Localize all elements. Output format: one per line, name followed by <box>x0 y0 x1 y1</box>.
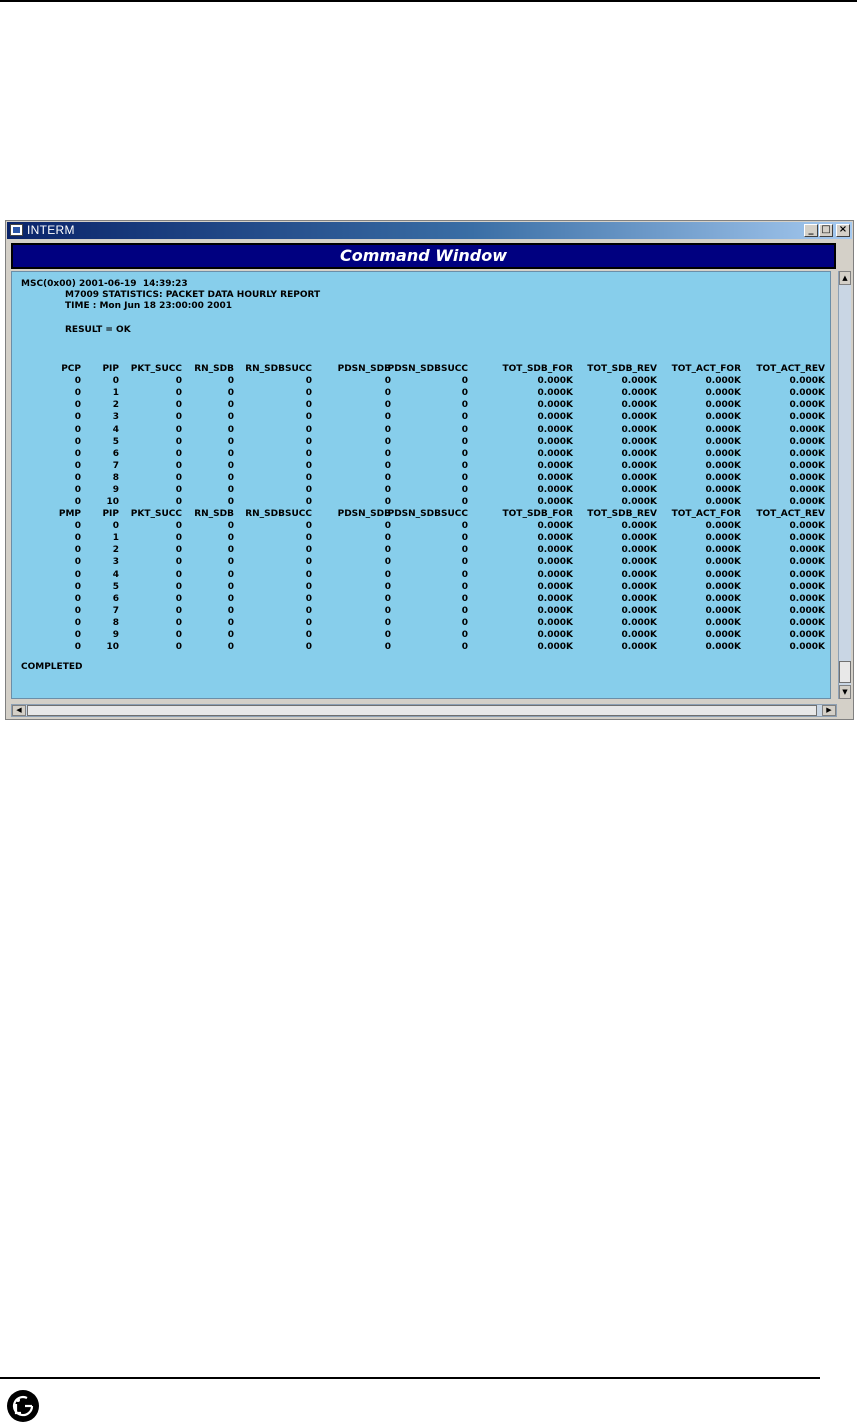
column-header: TOT_SDB_REV <box>587 509 657 519</box>
table-cell: 0 <box>461 424 468 435</box>
table-cell: 0.000K <box>705 472 741 483</box>
table-cell: 4 <box>112 569 119 580</box>
table-cell: 0 <box>461 605 468 616</box>
column-header: TOT_SDB_FOR <box>502 509 573 519</box>
table-cell: 0 <box>305 376 312 387</box>
table-cell: 0.000K <box>789 412 825 423</box>
table-cell: 7 <box>112 605 119 616</box>
table-cell: 0 <box>305 412 312 423</box>
table-cell: 6 <box>112 593 119 604</box>
report-result-line: RESULT = OK <box>65 325 131 335</box>
table-cell: 0 <box>305 605 312 616</box>
scroll-left-arrow-icon[interactable]: ◀ <box>12 705 26 716</box>
table-cell: 0.000K <box>789 605 825 616</box>
table-cell: 0 <box>227 400 234 411</box>
table-cell: 0 <box>461 545 468 556</box>
table-cell: 0.000K <box>621 617 657 628</box>
table-cell: 0 <box>74 569 81 580</box>
table-cell: 0.000K <box>705 376 741 387</box>
table-cell: 0 <box>74 605 81 616</box>
table-cell: 0 <box>112 521 119 532</box>
table-cell: 0 <box>384 376 391 387</box>
table-cell: 0.000K <box>789 376 825 387</box>
table-cell: 0.000K <box>621 448 657 459</box>
table-cell: 0 <box>227 605 234 616</box>
table-cell: 3 <box>112 412 119 423</box>
table-cell: 0 <box>175 605 182 616</box>
table-cell: 0.000K <box>789 581 825 592</box>
vertical-scroll-thumb[interactable] <box>839 661 851 683</box>
table-cell: 0 <box>461 412 468 423</box>
table-cell: 0.000K <box>537 605 573 616</box>
table-cell: 0.000K <box>705 533 741 544</box>
table-cell: 0 <box>461 485 468 495</box>
table-cell: 0 <box>461 642 468 653</box>
column-header: PKT_SUCC <box>130 364 182 374</box>
column-header: PCP <box>61 364 81 374</box>
terminal-output[interactable] <box>11 271 831 699</box>
table-cell: 0.000K <box>789 593 825 604</box>
table-cell: 0.000K <box>705 436 741 447</box>
table-cell: 0.000K <box>537 472 573 483</box>
table-cell: 0 <box>384 630 391 640</box>
table-cell: 0 <box>305 388 312 399</box>
table-cell: 0 <box>175 497 182 508</box>
table-cell: 0.000K <box>705 605 741 616</box>
table-cell: 0 <box>227 412 234 423</box>
table-cell: 0 <box>461 617 468 628</box>
table-cell: 0 <box>175 436 182 447</box>
table-cell: 0.000K <box>621 533 657 544</box>
table-cell: 0 <box>74 400 81 411</box>
table-cell: 0.000K <box>621 497 657 508</box>
column-header: PIP <box>102 509 119 519</box>
table-cell: 0 <box>175 400 182 411</box>
table-cell: 0.000K <box>621 388 657 399</box>
table-cell: 0 <box>175 521 182 532</box>
table-cell: 0.000K <box>789 388 825 399</box>
table-cell: 0 <box>384 581 391 592</box>
table-cell: 0.000K <box>789 497 825 508</box>
table-cell: 0 <box>227 497 234 508</box>
table-cell: 0.000K <box>705 388 741 399</box>
table-cell: 0 <box>227 485 234 495</box>
table-cell: 0 <box>461 460 468 471</box>
table-cell: 0 <box>227 376 234 387</box>
table-cell: 10 <box>106 642 119 653</box>
table-cell: 9 <box>112 630 119 640</box>
table-cell: 0 <box>227 617 234 628</box>
table-cell: 0 <box>384 448 391 459</box>
table-cell: 0 <box>227 569 234 580</box>
column-header: PDSN_SDBSUCC <box>387 509 468 519</box>
table-cell: 0 <box>305 448 312 459</box>
table-cell: 0.000K <box>621 485 657 495</box>
table-cell: 0 <box>384 642 391 653</box>
table-cell: 0 <box>305 617 312 628</box>
table-cell: 0 <box>461 533 468 544</box>
column-header: PIP <box>102 364 119 374</box>
table-cell: 0 <box>384 605 391 616</box>
table-cell: 0.000K <box>705 521 741 532</box>
table-cell: 0 <box>461 569 468 580</box>
table-cell: 0 <box>74 412 81 423</box>
table-cell: 0.000K <box>621 472 657 483</box>
table-cell: 0.000K <box>705 557 741 568</box>
table-cell: 0.000K <box>621 630 657 640</box>
table-cell: 0.000K <box>789 521 825 532</box>
table-cell: 5 <box>112 436 119 447</box>
table-cell: 0.000K <box>621 593 657 604</box>
scroll-up-arrow-icon[interactable]: ▲ <box>839 271 851 285</box>
table-cell: 5 <box>112 581 119 592</box>
table-cell: 0 <box>74 472 81 483</box>
table-cell: 0.000K <box>789 436 825 447</box>
column-header: TOT_ACT_REV <box>756 509 825 519</box>
table-cell: 0 <box>74 557 81 568</box>
table-cell: 0 <box>74 424 81 435</box>
table-cell: 2 <box>112 545 119 556</box>
table-cell: 0 <box>175 545 182 556</box>
column-header: TOT_ACT_FOR <box>671 364 741 374</box>
table-cell: 0 <box>461 376 468 387</box>
table-cell: 0 <box>461 388 468 399</box>
table-cell: 0.000K <box>537 400 573 411</box>
table-cell: 0 <box>175 557 182 568</box>
table-cell: 0 <box>461 497 468 508</box>
table-cell: 0 <box>384 485 391 495</box>
table-cell: 0 <box>175 424 182 435</box>
column-header: RN_SDB <box>194 364 234 374</box>
table-cell: 0.000K <box>537 497 573 508</box>
table-cell: 0.000K <box>705 400 741 411</box>
table-cell: 0.000K <box>537 557 573 568</box>
table-cell: 0 <box>74 581 81 592</box>
table-cell: 0.000K <box>789 448 825 459</box>
table-cell: 0 <box>74 630 81 640</box>
table-cell: 0.000K <box>621 521 657 532</box>
table-cell: 7 <box>112 460 119 471</box>
table-cell: 0.000K <box>705 569 741 580</box>
horizontal-scroll-thumb[interactable] <box>27 705 817 716</box>
column-header: TOT_ACT_FOR <box>671 509 741 519</box>
command-window-header: Command Window <box>11 243 836 269</box>
table-cell: 0 <box>227 557 234 568</box>
table-cell: 0 <box>461 581 468 592</box>
table-cell: 0.000K <box>705 485 741 495</box>
table-cell: 0 <box>384 593 391 604</box>
table-cell: 0 <box>74 617 81 628</box>
scroll-right-arrow-icon[interactable]: ▶ <box>822 705 836 716</box>
table-cell: 9 <box>112 485 119 495</box>
column-header: RN_SDBSUCC <box>245 364 312 374</box>
table-cell: 0 <box>384 557 391 568</box>
table-cell: 0.000K <box>789 424 825 435</box>
table-cell: 0 <box>227 521 234 532</box>
table-cell: 0.000K <box>789 533 825 544</box>
table-cell: 0.000K <box>705 581 741 592</box>
table-cell: 0 <box>305 642 312 653</box>
table-cell: 0 <box>384 388 391 399</box>
table-cell: 0 <box>384 424 391 435</box>
table-cell: 0.000K <box>537 593 573 604</box>
table-cell: 0.000K <box>705 424 741 435</box>
table-cell: 0 <box>74 485 81 495</box>
table-cell: 0.000K <box>537 485 573 495</box>
table-cell: 0.000K <box>789 472 825 483</box>
table-cell: 0 <box>227 545 234 556</box>
table-cell: 0 <box>175 388 182 399</box>
table-cell: 0 <box>305 424 312 435</box>
column-header: PDSN_SDB <box>337 364 391 374</box>
table-cell: 0.000K <box>537 424 573 435</box>
table-cell: 0 <box>384 533 391 544</box>
column-header: RN_SDBSUCC <box>245 509 312 519</box>
column-header: PKT_SUCC <box>130 509 182 519</box>
table-cell: 0 <box>74 642 81 653</box>
table-cell: 0 <box>74 448 81 459</box>
table-cell: 0 <box>227 581 234 592</box>
table-cell: 0 <box>305 436 312 447</box>
table-cell: 0 <box>461 436 468 447</box>
table-cell: 0 <box>74 533 81 544</box>
table-cell: 0 <box>227 630 234 640</box>
table-cell: 0 <box>461 448 468 459</box>
table-cell: 0.000K <box>537 388 573 399</box>
table-cell: 0.000K <box>621 545 657 556</box>
table-cell: 0 <box>175 642 182 653</box>
table-cell: 0 <box>175 376 182 387</box>
table-cell: 0.000K <box>789 460 825 471</box>
table-cell: 0.000K <box>537 630 573 640</box>
table-cell: 0.000K <box>789 557 825 568</box>
table-cell: 0 <box>227 424 234 435</box>
table-cell: 0.000K <box>621 581 657 592</box>
table-cell: 0 <box>384 436 391 447</box>
vertical-scrollbar[interactable] <box>838 271 851 699</box>
table-cell: 0 <box>175 485 182 495</box>
table-cell: 0 <box>305 472 312 483</box>
column-header: TOT_SDB_FOR <box>502 364 573 374</box>
table-cell: 0.000K <box>537 617 573 628</box>
table-cell: 0 <box>305 400 312 411</box>
column-header: PDSN_SDBSUCC <box>387 364 468 374</box>
table-cell: 0.000K <box>705 412 741 423</box>
table-cell: 0 <box>384 545 391 556</box>
page-top-rule <box>0 0 857 2</box>
table-cell: 0.000K <box>621 460 657 471</box>
table-cell: 8 <box>112 472 119 483</box>
window-title: INTERM <box>27 223 75 237</box>
table-cell: 0 <box>305 593 312 604</box>
table-cell: 0 <box>227 388 234 399</box>
table-cell: 0 <box>305 533 312 544</box>
table-cell: 0 <box>305 497 312 508</box>
table-cell: 0 <box>305 545 312 556</box>
table-cell: 0 <box>384 472 391 483</box>
table-cell: 0 <box>461 400 468 411</box>
table-cell: 0 <box>227 642 234 653</box>
table-cell: 0 <box>74 460 81 471</box>
table-cell: 0 <box>175 460 182 471</box>
column-header: RN_SDB <box>194 509 234 519</box>
table-cell: 0.000K <box>537 436 573 447</box>
column-header: PDSN_SDB <box>337 509 391 519</box>
table-cell: 0 <box>74 376 81 387</box>
table-cell: 0 <box>384 521 391 532</box>
table-cell: 0 <box>175 593 182 604</box>
table-cell: 0 <box>74 521 81 532</box>
table-cell: 0.000K <box>621 376 657 387</box>
table-cell: 0.000K <box>705 593 741 604</box>
table-cell: 0.000K <box>537 533 573 544</box>
table-cell: 0.000K <box>789 400 825 411</box>
table-cell: 0.000K <box>705 617 741 628</box>
table-cell: 0.000K <box>789 630 825 640</box>
title-bar[interactable] <box>7 222 852 239</box>
table-cell: 0.000K <box>537 545 573 556</box>
terminal-app-icon[interactable] <box>10 224 23 236</box>
table-cell: 0.000K <box>537 376 573 387</box>
report-time-line: TIME : Mon Jun 18 23:00:00 2001 <box>65 301 233 311</box>
table-cell: 0 <box>74 545 81 556</box>
table-cell: 0 <box>461 593 468 604</box>
table-cell: 0 <box>461 557 468 568</box>
table-cell: 0.000K <box>621 412 657 423</box>
table-cell: 0.000K <box>537 412 573 423</box>
table-cell: 0.000K <box>537 642 573 653</box>
table-cell: 1 <box>112 533 119 544</box>
table-cell: 0 <box>461 472 468 483</box>
table-cell: 0 <box>384 497 391 508</box>
column-header: TOT_SDB_REV <box>587 364 657 374</box>
table-cell: 0 <box>305 521 312 532</box>
table-cell: 0 <box>461 521 468 532</box>
table-cell: 0 <box>74 593 81 604</box>
table-cell: 0 <box>384 460 391 471</box>
table-cell: 0.000K <box>705 448 741 459</box>
column-header: PMP <box>58 509 81 519</box>
table-cell: 0 <box>227 472 234 483</box>
table-cell: 0 <box>305 485 312 495</box>
table-cell: 0.000K <box>789 642 825 653</box>
table-cell: 0 <box>227 460 234 471</box>
table-cell: 0.000K <box>621 400 657 411</box>
horizontal-scrollbar[interactable] <box>11 704 837 717</box>
table-cell: 0.000K <box>621 642 657 653</box>
table-cell: 0 <box>175 569 182 580</box>
table-cell: 0.000K <box>789 617 825 628</box>
table-cell: 0 <box>175 630 182 640</box>
table-cell: 0.000K <box>705 642 741 653</box>
table-cell: 0 <box>305 557 312 568</box>
table-cell: 0 <box>175 448 182 459</box>
table-cell: 0.000K <box>789 545 825 556</box>
lg-logo-icon <box>6 1389 40 1423</box>
table-cell: 0.000K <box>621 605 657 616</box>
table-cell: 0 <box>227 593 234 604</box>
table-cell: 0 <box>384 617 391 628</box>
table-cell: 8 <box>112 617 119 628</box>
report-completed-line: COMPLETED <box>21 662 83 672</box>
table-cell: 0.000K <box>705 460 741 471</box>
table-cell: 0 <box>384 400 391 411</box>
table-cell: 0 <box>384 569 391 580</box>
table-cell: 10 <box>106 497 119 508</box>
table-cell: 0.000K <box>621 424 657 435</box>
table-cell: 0 <box>175 581 182 592</box>
table-cell: 0 <box>305 630 312 640</box>
maximize-button[interactable]: □ <box>819 224 833 237</box>
table-cell: 0.000K <box>537 448 573 459</box>
table-cell: 0 <box>384 412 391 423</box>
table-cell: 1 <box>112 388 119 399</box>
table-cell: 0 <box>461 630 468 640</box>
table-cell: 0.000K <box>621 557 657 568</box>
minimize-button[interactable]: _ <box>804 224 818 237</box>
table-cell: 0.000K <box>789 485 825 495</box>
table-cell: 0.000K <box>621 436 657 447</box>
table-cell: 6 <box>112 448 119 459</box>
table-cell: 0 <box>227 533 234 544</box>
table-cell: 4 <box>112 424 119 435</box>
table-cell: 0.000K <box>789 569 825 580</box>
table-cell: 0.000K <box>537 521 573 532</box>
table-cell: 0 <box>112 376 119 387</box>
page-bottom-rule <box>0 1377 820 1379</box>
scroll-down-arrow-icon[interactable]: ▼ <box>839 685 851 699</box>
table-cell: 0 <box>175 412 182 423</box>
table-cell: 3 <box>112 557 119 568</box>
table-cell: 0.000K <box>537 581 573 592</box>
table-cell: 0.000K <box>705 630 741 640</box>
table-cell: 0 <box>305 569 312 580</box>
table-cell: 0 <box>74 388 81 399</box>
table-cell: 0.000K <box>705 545 741 556</box>
report-msc-line: MSC(0x00) 2001-06-19 14:39:23 <box>21 279 188 289</box>
column-header: TOT_ACT_REV <box>756 364 825 374</box>
table-cell: 0.000K <box>537 569 573 580</box>
table-cell: 0 <box>175 472 182 483</box>
table-cell: 0 <box>227 436 234 447</box>
table-cell: 0.000K <box>537 460 573 471</box>
table-cell: 2 <box>112 400 119 411</box>
table-cell: 0 <box>227 448 234 459</box>
table-cell: 0.000K <box>621 569 657 580</box>
close-button[interactable]: × <box>836 224 850 237</box>
table-cell: 0 <box>305 460 312 471</box>
table-cell: 0 <box>175 533 182 544</box>
table-cell: 0 <box>305 581 312 592</box>
report-title-line: M7009 STATISTICS: PACKET DATA HOURLY REPORT <box>65 290 321 300</box>
table-cell: 0 <box>74 497 81 508</box>
interm-window <box>5 220 854 720</box>
table-cell: 0 <box>175 617 182 628</box>
table-cell: 0.000K <box>705 497 741 508</box>
table-cell: 0 <box>74 436 81 447</box>
